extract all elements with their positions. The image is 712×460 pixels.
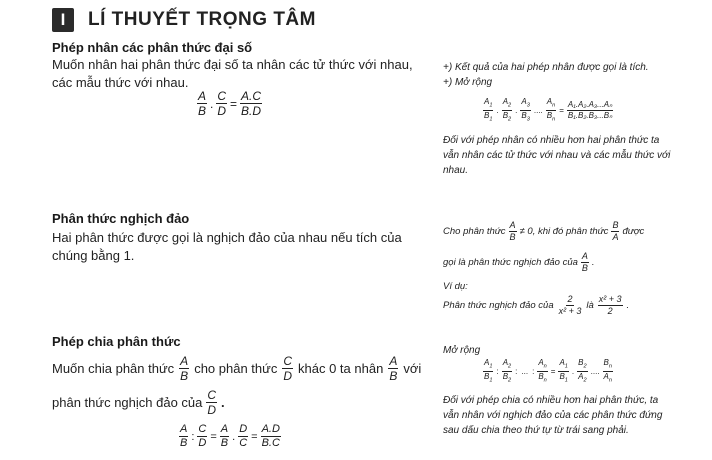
division-extension-note: Đối với phép chia có nhiều hơn hai phân thức, ta vẫn nhân với nghịch đảo của các phân thức đứng sau dấu chia theo thứ tự từ trái sang phải.	[443, 395, 663, 436]
division-title: Phép chia phân thức	[52, 334, 181, 349]
example-label: Ví dụ:	[443, 281, 468, 292]
section-title: LÍ THUYẾT TRỌNG TÂM	[88, 9, 316, 30]
division-text-line-1: Muốn chia phân thức $\frac{A}{B}$ cho phân thức $\frac{C}{D}$ khác 0 ta nhân $\frac{A}{B}$ với	[52, 354, 422, 383]
reciprocal-definition-line-2: gọi là phân thức nghịch đảo của $\frac{A}{B}$ .	[443, 251, 595, 273]
division-extension-title: Mở rộng	[443, 345, 481, 356]
example-line: Phân thức nghịch đảo của $\frac{2}{\text{x² + 3}}$ là $\frac{\text{x² + 3}}{2}$ .	[443, 294, 630, 316]
division-text-line-2: phân thức nghịch đảo của $\frac{C}{D}$ .	[52, 388, 225, 417]
extension-note: +) Mở rộng	[443, 77, 493, 88]
section-badge: I	[52, 8, 74, 32]
multiplication-title: Phép nhân các phân thức đại số	[52, 40, 253, 55]
multiplication-extension-formula: $\frac{A_1}{B_1}$ . $\frac{A_2}{B_2}$ . $\frac{A_3}{B_3}$ .... $\frac{A_n}{B_n}$ = $\frac{\text{A₁.A₂.A₃...Aₙ}}{\text{B₁.B₂.B₃...Bₙ}}$	[484, 97, 613, 123]
division-formula: $\frac{A}{B}$ : $\frac{C}{D}$ = $\frac{A}{B}$ . $\frac{D}{C}$ = $\frac{A.D}{B.C}$	[180, 423, 280, 449]
reciprocal-title: Phân thức nghịch đảo	[52, 211, 190, 226]
multiplication-text: Muốn nhân hai phân thức đại số ta nhân các tử thức với nhau, các mẫu thức với nhau.	[52, 57, 413, 90]
section-header	[52, 6, 316, 34]
reciprocal-definition-line: Cho phân thức $\frac{A}{B}$ ≠ 0, khi đó phân thức $\frac{B}{A}$ được	[443, 220, 645, 242]
division-extension-formula: $\frac{A_1}{B_1}$ : $\frac{A_2}{B_2}$ : ... : $\frac{A_n}{B_n}$ = $\frac{A_1}{B_1}$ . $\frac{B_2}{A_2}$ .... $\frac{B_n}{A_n}$	[484, 358, 612, 384]
product-note: +) Kết quả của hai phép nhân được gọi là tích.	[443, 62, 649, 73]
reciprocal-text: Hai phân thức được gọi là nghịch đảo của nhau nếu tích của chúng bằng 1.	[52, 230, 402, 263]
multiplication-extension-note: Đối với phép nhân có nhiều hơn hai phân thức ta vẫn nhân các tử thức với nhau và các mẫu thức với nhau.	[443, 135, 671, 176]
multiplication-formula: $\frac{A}{B}$ . $\frac{C}{D}$ = $\frac{A.C}{B.D}$	[198, 89, 262, 118]
